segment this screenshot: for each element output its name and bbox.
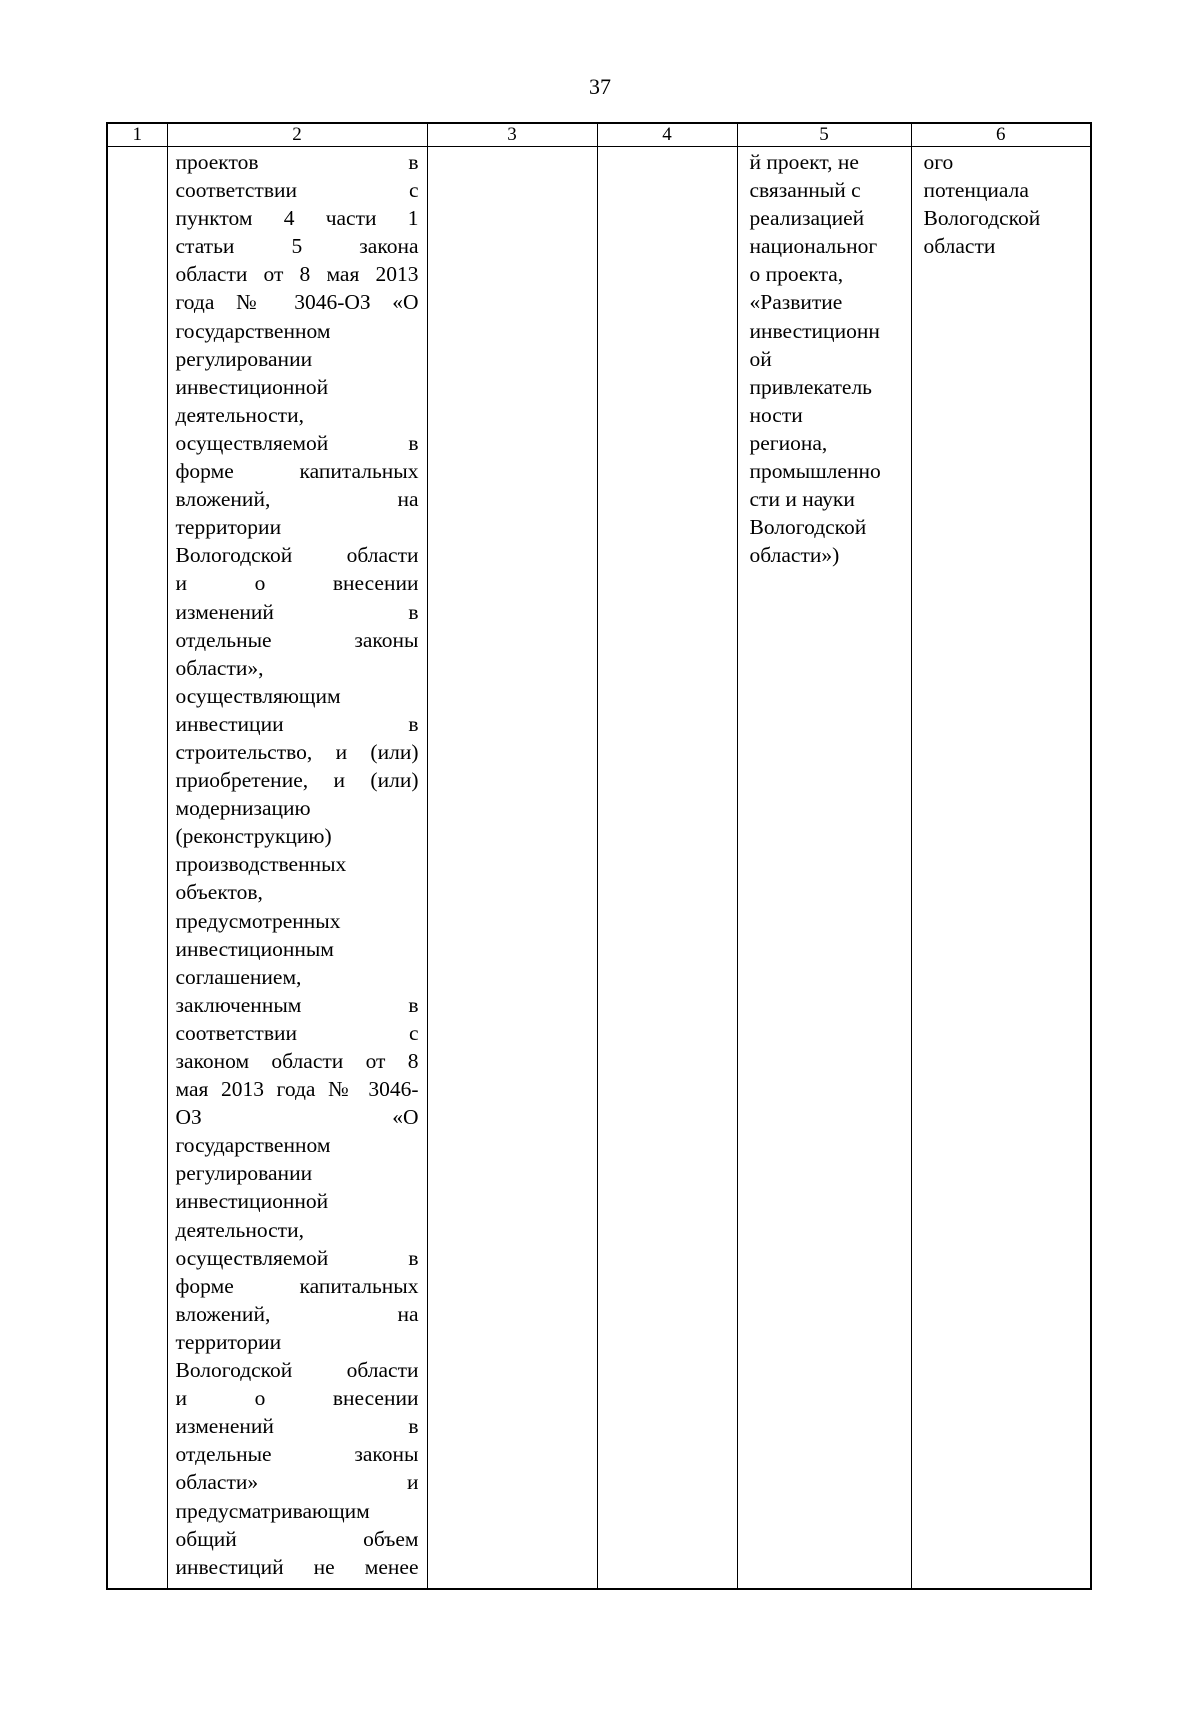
cell-col-5-line: региона, bbox=[749, 430, 828, 455]
cell-col-2-line: области» и bbox=[175, 1470, 419, 1495]
cell-col-3-text bbox=[428, 147, 597, 148]
document-table bbox=[106, 122, 1092, 1590]
cell-col-6-line: области bbox=[923, 234, 996, 259]
page-number: 37 bbox=[589, 74, 611, 99]
cell-col-5-line: сти и науки bbox=[749, 487, 855, 512]
cell-col-2-line: территории bbox=[175, 515, 282, 540]
cell-col-2-line: инвестиции в bbox=[175, 711, 419, 736]
cell-col-2-line: инвестиционной bbox=[175, 1189, 329, 1214]
cell-col-2-line: строительство, и (или) bbox=[175, 739, 419, 764]
cell-col-2-line: форме капитальных bbox=[175, 1273, 419, 1298]
cell-col-5-line: й проект, не bbox=[749, 150, 859, 174]
cell-col-5-line: области») bbox=[749, 543, 840, 568]
cell-col-2-line: отдельные законы bbox=[175, 1442, 419, 1467]
cell-col-2-line: года № 3046-ОЗ «О bbox=[175, 290, 419, 315]
cell-col-2-line: инвестиций не менее bbox=[175, 1554, 419, 1579]
cell-col-2-line: осуществляемой в bbox=[175, 1245, 419, 1270]
cell-col-1 bbox=[107, 147, 167, 1590]
cell-col-2-line: деятельности, bbox=[175, 402, 304, 427]
cell-col-2 bbox=[167, 147, 427, 1590]
cell-col-5-line: Вологодской bbox=[749, 515, 867, 540]
cell-col-2-line: инвестиционным bbox=[175, 936, 334, 961]
cell-col-5-line: ой bbox=[749, 346, 772, 371]
cell-col-2-line: заключенным в bbox=[175, 992, 419, 1017]
cell-col-5-line: «Развитие bbox=[749, 290, 843, 315]
cell-col-2-line: мая 2013 года № 3046- bbox=[175, 1077, 419, 1102]
column-header-4: 4 bbox=[597, 123, 737, 147]
cell-col-4 bbox=[597, 147, 737, 1590]
table-header-row bbox=[107, 123, 1091, 147]
cell-col-2-line: Вологодской области bbox=[175, 1358, 419, 1383]
cell-col-2-line: осуществляющим bbox=[175, 683, 341, 708]
cell-col-2-line: области от 8 мая 2013 bbox=[175, 262, 419, 287]
cell-col-5-line: реализацией bbox=[749, 206, 865, 231]
cell-col-3 bbox=[427, 147, 597, 1590]
cell-col-2-line: соответствии с bbox=[175, 1020, 419, 1045]
cell-col-2-line: предусмотренных bbox=[175, 908, 341, 933]
cell-col-6-line: Вологодской bbox=[923, 206, 1041, 231]
cell-col-2-line: соглашением, bbox=[175, 964, 302, 989]
cell-col-5 bbox=[737, 147, 911, 1590]
cell-col-5-line: национальног bbox=[749, 234, 878, 259]
cell-col-2-line: ОЗ «О bbox=[175, 1105, 419, 1130]
cell-col-2-line: и о внесении bbox=[175, 571, 419, 596]
cell-col-2-line: государственном bbox=[175, 1133, 331, 1158]
cell-col-2-line: изменений в bbox=[175, 1414, 419, 1439]
cell-col-5-line: о проекта, bbox=[749, 262, 844, 287]
cell-col-5-text bbox=[738, 147, 911, 569]
cell-col-2-line: модернизацию bbox=[175, 796, 311, 821]
cell-col-2-line: регулировании bbox=[175, 1161, 313, 1186]
cell-col-2-line: территории bbox=[175, 1329, 282, 1354]
column-header-6: 6 bbox=[911, 123, 1091, 147]
column-header-1: 1 bbox=[107, 123, 167, 147]
cell-col-2-line: деятельности, bbox=[175, 1217, 304, 1242]
cell-col-2-line: регулировании bbox=[175, 346, 313, 371]
cell-col-2-text bbox=[168, 147, 427, 1581]
cell-col-2-line: Вологодской области bbox=[175, 543, 419, 568]
document-table-container bbox=[106, 122, 1090, 1590]
cell-col-2-line: области», bbox=[175, 655, 264, 680]
cell-col-5-line: промышленно bbox=[749, 459, 881, 484]
cell-col-2-line: предусматривающим bbox=[175, 1498, 370, 1523]
cell-col-2-line: вложений, на bbox=[175, 1301, 419, 1326]
cell-col-2-line: проектов в bbox=[175, 150, 419, 174]
cell-col-5-line: инвестиционн bbox=[749, 318, 880, 343]
cell-col-2-line: законом области от 8 bbox=[175, 1049, 419, 1073]
cell-col-2-line: приобретение, и (или) bbox=[175, 768, 419, 793]
cell-col-2-line: общий объем bbox=[175, 1526, 419, 1551]
cell-col-6-line: ого bbox=[923, 150, 954, 174]
cell-col-2-line: статьи 5 закона bbox=[175, 234, 419, 259]
cell-col-4-text bbox=[598, 147, 737, 148]
cell-col-5-line: ности bbox=[749, 402, 803, 427]
cell-col-6-line: потенциала bbox=[923, 178, 1029, 203]
column-header-5: 5 bbox=[737, 123, 911, 147]
cell-col-2-line: (реконструкцию) bbox=[175, 824, 332, 849]
cell-col-6-text bbox=[912, 147, 1091, 260]
cell-col-2-line: отдельные законы bbox=[175, 627, 419, 652]
cell-col-2-line: осуществляемой в bbox=[175, 430, 419, 455]
cell-col-2-line: форме капитальных bbox=[175, 459, 419, 484]
cell-col-2-line: изменений в bbox=[175, 599, 419, 624]
column-header-3: 3 bbox=[427, 123, 597, 147]
cell-col-5-line: привлекатель bbox=[749, 374, 872, 399]
cell-col-6 bbox=[911, 147, 1091, 1590]
cell-col-2-line: инвестиционной bbox=[175, 374, 329, 399]
cell-col-2-line: вложений, на bbox=[175, 487, 419, 512]
table-row bbox=[107, 147, 1091, 1590]
cell-col-2-line: государственном bbox=[175, 318, 331, 343]
cell-col-5-line: связанный с bbox=[749, 178, 861, 203]
cell-col-2-line: производственных bbox=[175, 852, 347, 877]
cell-col-2-line: пунктом 4 части 1 bbox=[175, 206, 419, 231]
cell-col-2-line: объектов, bbox=[175, 880, 263, 905]
cell-col-2-line: соответствии с bbox=[175, 178, 419, 203]
cell-col-1-text bbox=[108, 147, 167, 148]
cell-col-2-line: и о внесении bbox=[175, 1386, 419, 1411]
column-header-2: 2 bbox=[167, 123, 427, 147]
